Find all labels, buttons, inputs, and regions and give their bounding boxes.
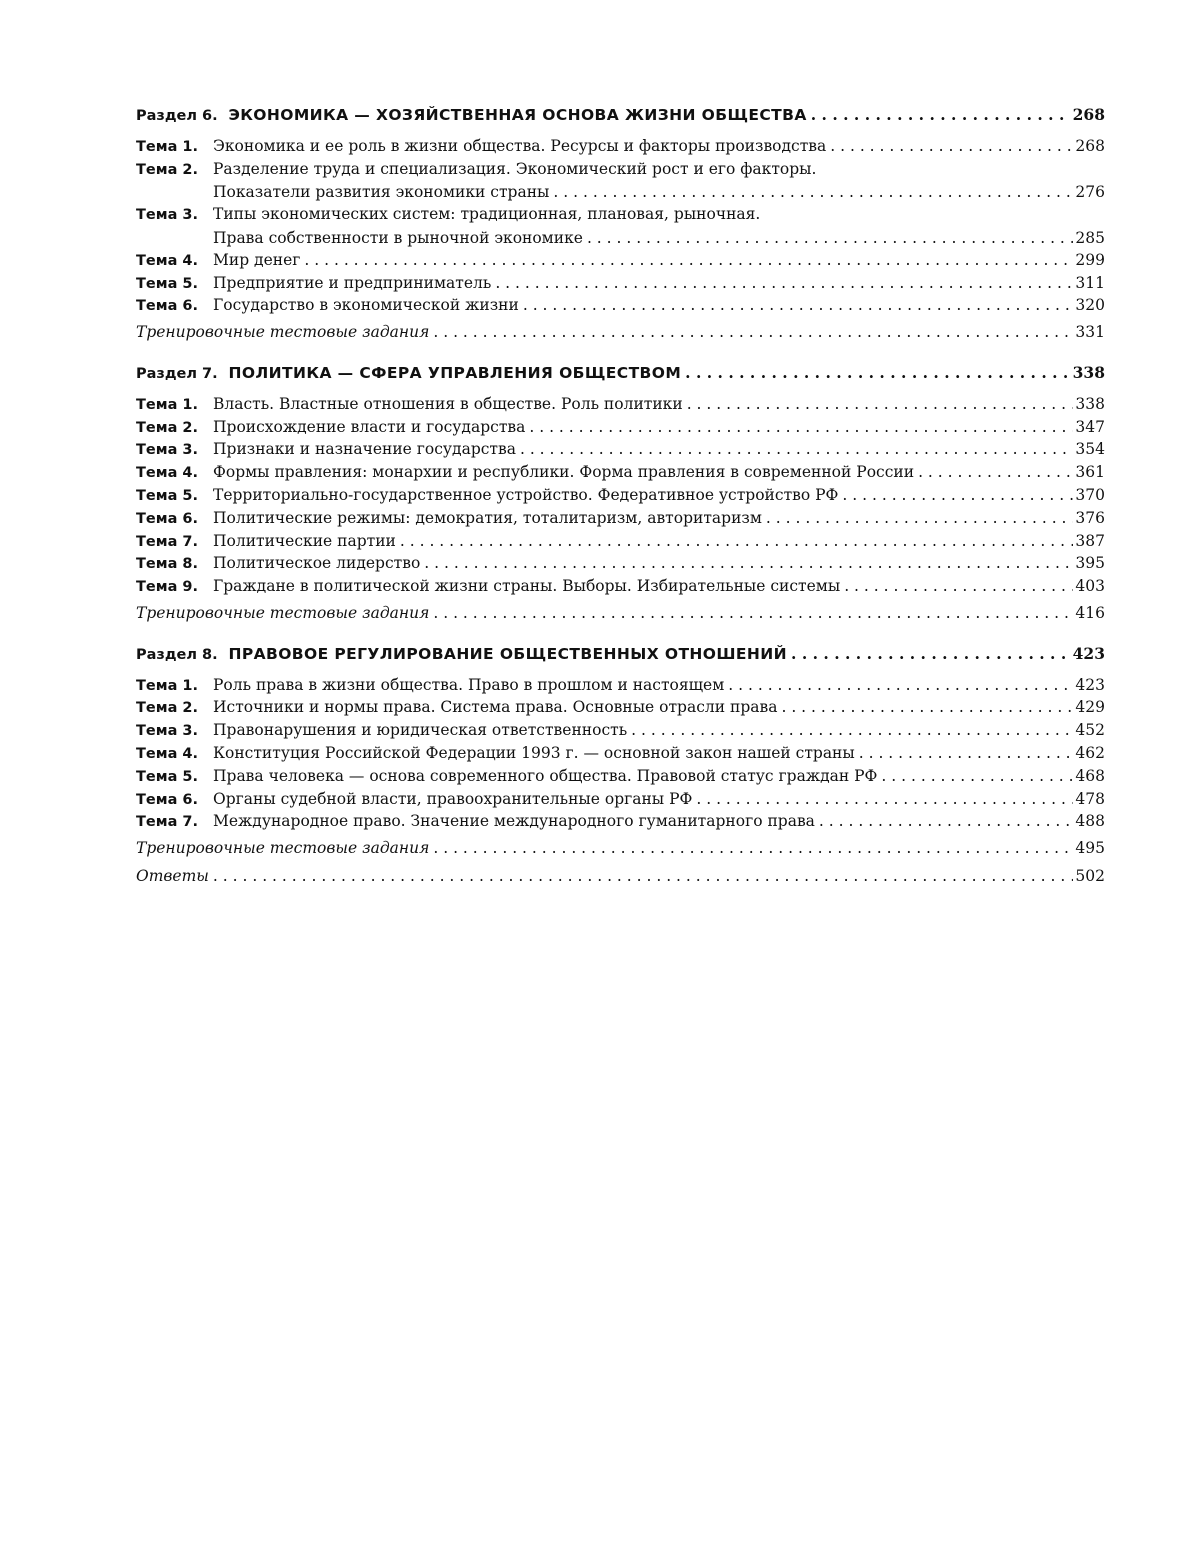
topic-title: Международное право. Значение международного гуманитарного права xyxy=(213,812,815,831)
topic-title: Роль права в жизни общества. Право в прошлом и настоящем xyxy=(213,675,725,694)
page-number: 478 xyxy=(1073,788,1105,811)
topic-label: Тема 3. xyxy=(136,723,199,740)
toc-entry[interactable] xyxy=(136,393,1105,416)
topic-title: Источники и нормы права. Система права. Основные отрасли права xyxy=(213,698,778,717)
toc-entry[interactable] xyxy=(136,135,1105,158)
page-number: 468 xyxy=(1073,765,1105,788)
page-number: 502 xyxy=(1073,865,1105,888)
topic-title: Власть. Властные отношения в обществе. Роль политики xyxy=(213,394,683,413)
toc-entry[interactable] xyxy=(136,719,1105,742)
toc-entry[interactable] xyxy=(136,575,1105,598)
dot-leader xyxy=(433,837,1073,860)
dot-leader xyxy=(811,104,1071,127)
topic-label: Тема 1. xyxy=(136,138,199,155)
dot-leader xyxy=(918,461,1073,484)
table-of-contents xyxy=(136,104,1105,888)
dot-leader xyxy=(587,227,1073,249)
page-number: 387 xyxy=(1073,530,1105,553)
topic-title: Территориально-государственное устройство. Федеративное устройство РФ xyxy=(213,485,839,504)
topic-title-continued: Права собственности в рыночной экономике xyxy=(213,227,587,249)
page-number: 285 xyxy=(1073,227,1105,249)
section-heading[interactable] xyxy=(136,362,1105,385)
dot-leader xyxy=(631,719,1073,742)
topic-label: Тема 3. xyxy=(136,207,199,224)
page-number: 268 xyxy=(1073,135,1105,158)
toc-entry[interactable] xyxy=(136,552,1105,575)
topic-title: Права человека — основа современного общества. Правовой статус граждан РФ xyxy=(213,766,878,785)
section-heading[interactable] xyxy=(136,104,1105,127)
toc-entry[interactable] xyxy=(136,249,1105,272)
dot-leader xyxy=(529,416,1073,439)
dot-leader xyxy=(781,696,1073,719)
page-number: 338 xyxy=(1073,393,1105,416)
topic-label: Тема 8. xyxy=(136,556,199,573)
topic-label: Тема 1. xyxy=(136,677,199,694)
dot-leader xyxy=(881,765,1073,788)
tests-entry[interactable] xyxy=(136,602,1105,625)
tests-title: Тренировочные тестовые задания xyxy=(136,602,433,625)
page-number: 376 xyxy=(1073,507,1105,530)
page-number: 311 xyxy=(1073,272,1105,295)
toc-entry[interactable] xyxy=(136,484,1105,507)
topic-title-continued: Показатели развития экономики страны xyxy=(213,181,553,203)
answers-title: Ответы xyxy=(136,865,213,888)
dot-leader xyxy=(844,575,1073,598)
topic-label: Тема 2. xyxy=(136,700,199,717)
dot-leader xyxy=(304,249,1073,272)
dot-leader xyxy=(685,362,1070,385)
topic-title: Граждане в политической жизни страны. Выборы. Избирательные системы xyxy=(213,577,841,596)
tests-title: Тренировочные тестовые задания xyxy=(136,837,433,860)
page-number: 488 xyxy=(1073,810,1105,833)
dot-leader xyxy=(553,181,1073,203)
page-number: 268 xyxy=(1071,104,1105,127)
page-number: 370 xyxy=(1073,484,1105,507)
page-number: 395 xyxy=(1073,552,1105,575)
page-number: 331 xyxy=(1073,321,1105,344)
toc-entry[interactable] xyxy=(136,416,1105,439)
topic-label: Тема 5. xyxy=(136,487,199,504)
page-number: 361 xyxy=(1073,461,1105,484)
topic-label: Тема 2. xyxy=(136,161,199,178)
dot-leader xyxy=(696,788,1073,811)
tests-title: Тренировочные тестовые задания xyxy=(136,321,433,344)
section-title: ПРАВОВОЕ РЕГУЛИРОВАНИЕ ОБЩЕСТВЕННЫХ ОТНОШЕНИЙ xyxy=(228,644,788,663)
tests-entry[interactable] xyxy=(136,321,1105,344)
page-number: 338 xyxy=(1071,362,1105,385)
page-number: 429 xyxy=(1073,696,1105,719)
topic-label: Тема 7. xyxy=(136,533,199,550)
topic-title: Типы экономических систем: традиционная, плановая, рыночная. xyxy=(213,205,761,224)
dot-leader xyxy=(819,810,1073,833)
topic-title: Предприятие и предприниматель xyxy=(213,273,492,292)
topic-label: Тема 5. xyxy=(136,275,199,292)
toc-entry[interactable] xyxy=(136,530,1105,553)
dot-leader xyxy=(859,742,1074,765)
toc-entry[interactable] xyxy=(136,158,1105,204)
section-heading[interactable] xyxy=(136,643,1105,666)
dot-leader xyxy=(523,294,1074,317)
dot-leader xyxy=(728,674,1073,697)
topic-label: Тема 3. xyxy=(136,442,199,459)
topic-title: Формы правления: монархии и республики. Форма правления в современной России xyxy=(213,463,915,482)
dot-leader xyxy=(520,438,1073,461)
tests-entry[interactable] xyxy=(136,837,1105,860)
dot-leader xyxy=(687,393,1074,416)
topic-title: Разделение труда и специализация. Экономический рост и его факторы. xyxy=(213,159,817,178)
topic-title: Экономика и ее роль в жизни общества. Ресурсы и факторы производства xyxy=(213,136,827,155)
toc-entry[interactable] xyxy=(136,674,1105,697)
dot-leader xyxy=(495,272,1073,295)
page-number: 495 xyxy=(1073,837,1105,860)
topic-label: Тема 6. xyxy=(136,510,199,527)
topic-title: Политические партии xyxy=(213,531,396,550)
topic-label: Тема 4. xyxy=(136,465,199,482)
topic-label: Тема 1. xyxy=(136,396,199,413)
topic-title: Мир денег xyxy=(213,250,301,269)
topic-title: Признаки и назначение государства xyxy=(213,440,516,459)
page-number: 423 xyxy=(1073,674,1105,697)
topic-title: Органы судебной власти, правоохранительные органы РФ xyxy=(213,789,693,808)
dot-leader xyxy=(213,865,1073,888)
toc-entry[interactable] xyxy=(136,810,1105,833)
section-title: ЭКОНОМИКА — ХОЗЯЙСТВЕННАЯ ОСНОВА ЖИЗНИ ОБЩЕСТВА xyxy=(228,106,807,124)
toc-entry[interactable] xyxy=(136,294,1105,317)
section-label: Раздел 7. xyxy=(136,365,218,382)
page-number: 403 xyxy=(1073,575,1105,598)
toc-entry[interactable] xyxy=(136,742,1105,765)
dot-leader xyxy=(791,643,1071,666)
toc-entry[interactable] xyxy=(136,765,1105,788)
dot-leader xyxy=(433,602,1073,625)
topic-title: Конституция Российской Федерации 1993 г. — основной закон нашей страны xyxy=(213,743,855,762)
topic-label: Тема 6. xyxy=(136,298,199,315)
page-number: 416 xyxy=(1073,602,1105,625)
page-number: 347 xyxy=(1073,416,1105,439)
answers-entry[interactable] xyxy=(136,865,1105,888)
page-number: 462 xyxy=(1073,742,1105,765)
toc-entry[interactable] xyxy=(136,788,1105,811)
topic-label: Тема 6. xyxy=(136,791,199,808)
page-number: 452 xyxy=(1073,719,1105,742)
page-number: 276 xyxy=(1073,181,1105,203)
dot-leader xyxy=(433,321,1073,344)
topic-label: Тема 2. xyxy=(136,419,199,436)
toc-entry[interactable] xyxy=(136,438,1105,461)
section-title: ПОЛИТИКА — СФЕРА УПРАВЛЕНИЯ ОБЩЕСТВОМ xyxy=(228,363,682,382)
section-label: Раздел 8. xyxy=(136,646,218,663)
dot-leader xyxy=(766,507,1073,530)
topic-title: Правонарушения и юридическая ответственность xyxy=(213,721,628,740)
page-number: 320 xyxy=(1073,294,1105,317)
page-number: 423 xyxy=(1071,643,1105,666)
dot-leader xyxy=(830,135,1073,158)
toc-entry[interactable] xyxy=(136,696,1105,719)
page-number: 354 xyxy=(1073,438,1105,461)
topic-label: Тема 4. xyxy=(136,745,199,762)
topic-title: Политические режимы: демократия, тоталитаризм, авторитаризм xyxy=(213,508,762,527)
dot-leader xyxy=(842,484,1073,507)
topic-label: Тема 7. xyxy=(136,814,199,831)
topic-title: Происхождение власти и государства xyxy=(213,417,526,436)
toc-entry[interactable] xyxy=(136,272,1105,295)
section-label: Раздел 6. xyxy=(136,108,218,124)
toc-entry[interactable] xyxy=(136,203,1105,249)
topic-label: Тема 4. xyxy=(136,252,199,269)
topic-label: Тема 5. xyxy=(136,768,199,785)
toc-entry[interactable] xyxy=(136,507,1105,530)
toc-entry[interactable] xyxy=(136,461,1105,484)
topic-title: Политическое лидерство xyxy=(213,554,421,573)
topic-title: Государство в экономической жизни xyxy=(213,296,519,315)
page-number: 299 xyxy=(1073,249,1105,272)
dot-leader xyxy=(424,552,1073,575)
topic-label: Тема 9. xyxy=(136,579,199,596)
dot-leader xyxy=(400,530,1074,553)
